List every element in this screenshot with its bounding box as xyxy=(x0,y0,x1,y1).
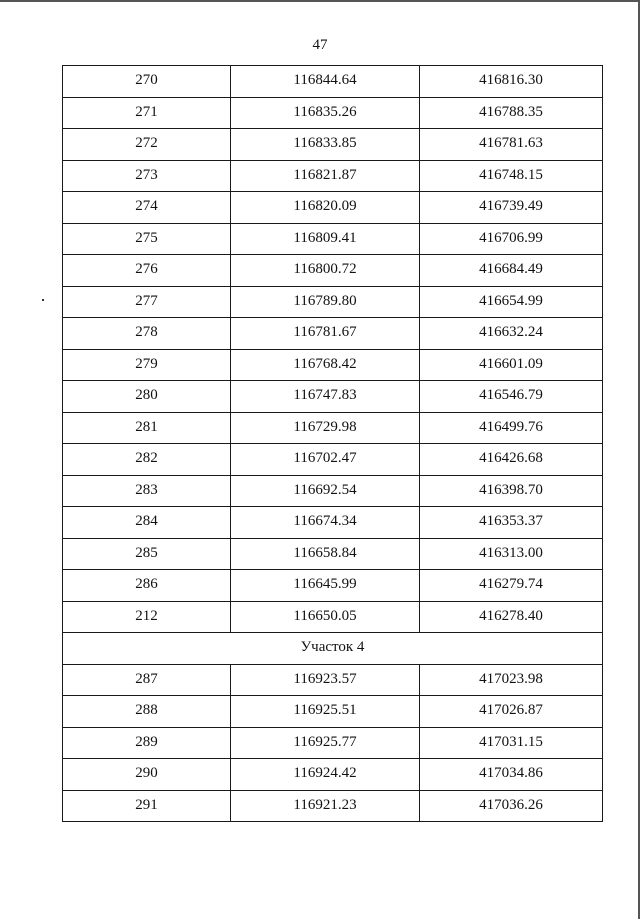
section-title: Участок 4 xyxy=(63,633,603,665)
scan-speck xyxy=(42,299,44,301)
y-coordinate-cell: 416279.74 xyxy=(420,570,603,602)
y-coordinate-cell: 416781.63 xyxy=(420,129,603,161)
x-coordinate-cell: 116692.54 xyxy=(231,475,420,507)
table-row xyxy=(63,255,603,287)
scan-edge-top xyxy=(0,0,640,2)
point-number-cell: 275 xyxy=(63,223,231,255)
x-coordinate-cell: 116921.23 xyxy=(231,790,420,822)
point-number-cell: 279 xyxy=(63,349,231,381)
x-coordinate-cell: 116925.51 xyxy=(231,696,420,728)
table-row xyxy=(63,318,603,350)
table-row xyxy=(63,475,603,507)
table-row xyxy=(63,66,603,98)
y-coordinate-cell: 416739.49 xyxy=(420,192,603,224)
point-number-cell: 276 xyxy=(63,255,231,287)
x-coordinate-cell: 116924.42 xyxy=(231,759,420,791)
table-row xyxy=(63,759,603,791)
x-coordinate-cell: 116821.87 xyxy=(231,160,420,192)
point-number-cell: 270 xyxy=(63,66,231,98)
x-coordinate-cell: 116844.64 xyxy=(231,66,420,98)
table-row xyxy=(63,538,603,570)
point-number-cell: 212 xyxy=(63,601,231,633)
table-row xyxy=(63,696,603,728)
x-coordinate-cell: 116674.34 xyxy=(231,507,420,539)
x-coordinate-cell: 116820.09 xyxy=(231,192,420,224)
y-coordinate-cell: 416313.00 xyxy=(420,538,603,570)
table-row xyxy=(63,790,603,822)
table-row xyxy=(63,223,603,255)
y-coordinate-cell: 416601.09 xyxy=(420,349,603,381)
page-number: 47 xyxy=(312,37,328,53)
x-coordinate-cell: 116925.77 xyxy=(231,727,420,759)
x-coordinate-cell: 116781.67 xyxy=(231,318,420,350)
table-row xyxy=(63,727,603,759)
table-row xyxy=(63,601,603,633)
point-number-cell: 274 xyxy=(63,192,231,224)
point-number-cell: 285 xyxy=(63,538,231,570)
coordinates-table-body xyxy=(63,66,603,822)
y-coordinate-cell: 416654.99 xyxy=(420,286,603,318)
point-number-cell: 272 xyxy=(63,129,231,161)
x-coordinate-cell: 116768.42 xyxy=(231,349,420,381)
x-coordinate-cell: 116729.98 xyxy=(231,412,420,444)
y-coordinate-cell: 417036.26 xyxy=(420,790,603,822)
table-row xyxy=(63,97,603,129)
x-coordinate-cell: 116650.05 xyxy=(231,601,420,633)
table-row xyxy=(63,444,603,476)
table-row xyxy=(63,664,603,696)
y-coordinate-cell: 416499.76 xyxy=(420,412,603,444)
table-row xyxy=(63,381,603,413)
point-number-cell: 283 xyxy=(63,475,231,507)
y-coordinate-cell: 417026.87 xyxy=(420,696,603,728)
y-coordinate-cell: 416816.30 xyxy=(420,66,603,98)
x-coordinate-cell: 116835.26 xyxy=(231,97,420,129)
y-coordinate-cell: 416426.68 xyxy=(420,444,603,476)
table-row xyxy=(63,412,603,444)
x-coordinate-cell: 116833.85 xyxy=(231,129,420,161)
x-coordinate-cell: 116789.80 xyxy=(231,286,420,318)
table-row xyxy=(63,286,603,318)
point-number-cell: 286 xyxy=(63,570,231,602)
table-row xyxy=(63,160,603,192)
section-header-row xyxy=(63,633,603,665)
y-coordinate-cell: 416546.79 xyxy=(420,381,603,413)
table-row xyxy=(63,349,603,381)
table-row xyxy=(63,507,603,539)
x-coordinate-cell: 116923.57 xyxy=(231,664,420,696)
x-coordinate-cell: 116645.99 xyxy=(231,570,420,602)
x-coordinate-cell: 116800.72 xyxy=(231,255,420,287)
point-number-cell: 284 xyxy=(63,507,231,539)
table-row xyxy=(63,129,603,161)
y-coordinate-cell: 417023.98 xyxy=(420,664,603,696)
point-number-cell: 278 xyxy=(63,318,231,350)
point-number-cell: 289 xyxy=(63,727,231,759)
point-number-cell: 277 xyxy=(63,286,231,318)
y-coordinate-cell: 416398.70 xyxy=(420,475,603,507)
point-number-cell: 287 xyxy=(63,664,231,696)
y-coordinate-cell: 416278.40 xyxy=(420,601,603,633)
y-coordinate-cell: 416353.37 xyxy=(420,507,603,539)
point-number-cell: 290 xyxy=(63,759,231,791)
table-row xyxy=(63,570,603,602)
table-row xyxy=(63,192,603,224)
x-coordinate-cell: 116702.47 xyxy=(231,444,420,476)
y-coordinate-cell: 416788.35 xyxy=(420,97,603,129)
x-coordinate-cell: 116658.84 xyxy=(231,538,420,570)
x-coordinate-cell: 116747.83 xyxy=(231,381,420,413)
y-coordinate-cell: 417031.15 xyxy=(420,727,603,759)
point-number-cell: 288 xyxy=(63,696,231,728)
y-coordinate-cell: 416632.24 xyxy=(420,318,603,350)
coordinates-table xyxy=(62,65,603,822)
y-coordinate-cell: 417034.86 xyxy=(420,759,603,791)
y-coordinate-cell: 416706.99 xyxy=(420,223,603,255)
point-number-cell: 291 xyxy=(63,790,231,822)
point-number-cell: 273 xyxy=(63,160,231,192)
y-coordinate-cell: 416748.15 xyxy=(420,160,603,192)
point-number-cell: 271 xyxy=(63,97,231,129)
y-coordinate-cell: 416684.49 xyxy=(420,255,603,287)
x-coordinate-cell: 116809.41 xyxy=(231,223,420,255)
point-number-cell: 280 xyxy=(63,381,231,413)
point-number-cell: 281 xyxy=(63,412,231,444)
point-number-cell: 282 xyxy=(63,444,231,476)
